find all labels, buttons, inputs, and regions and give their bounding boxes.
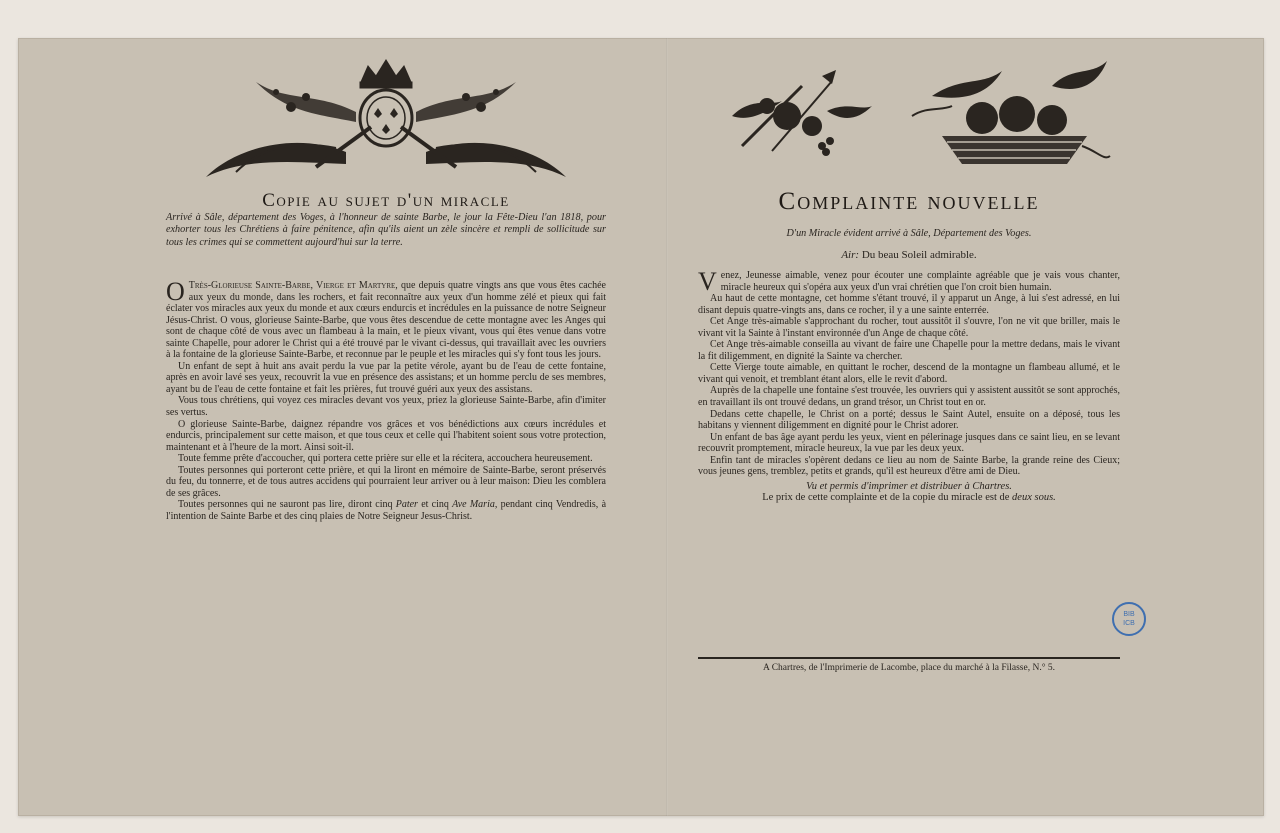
pater-word: Pater bbox=[395, 499, 418, 511]
left-paragraph-5: Toute femme prête d'accoucher, qui portera cette prière sur elle et la récitera, accouchera heureusement. bbox=[178, 453, 593, 465]
verse-6: Auprès de la chapelle une fontaine s'est trouvée, les ouvriers qui y assistent aussitôt se sont approchés, en travaillant ils ont trouvé dedans, un grand trésor, un Christ tout en or. bbox=[698, 385, 1120, 409]
imprint-rule bbox=[698, 657, 1120, 659]
left-page bbox=[166, 38, 606, 816]
left-prayer-text bbox=[166, 277, 607, 522]
price-text: Le prix de cette complainte et de la copie du miracle est de bbox=[762, 492, 1013, 504]
print-permission: Vu et permis d'imprimer et distribuer à Chartres. bbox=[806, 480, 1012, 492]
right-title: Complainte nouvelle bbox=[778, 188, 1040, 215]
left-paragraph-7-b: et cinq bbox=[417, 499, 453, 511]
verse-7: Dedans cette chapelle, le Christ on a porté; dessus le Saint Autel, ensuite on a déposé, tous les habitans y viennent diligemment en dignité pour le Christ adorer. bbox=[698, 408, 1120, 432]
stamp-line-1: BIB bbox=[1123, 611, 1135, 618]
stamp-line-2: ICB bbox=[1123, 620, 1135, 627]
air-line bbox=[698, 249, 1120, 261]
verse-3: Cet Ange très-aimable s'approchant du rocher, tout aussitôt il s'ouvre, l'on ne vit que briller, mais le vivant vit la Sainte à l'instant environnée d'un Ange de chaque côté. bbox=[698, 316, 1120, 339]
left-paragraph-2: Un enfant de sept à huit ans avait perdu la vue par la petite vérole, ayant bu de l'eau de cette fontaine, après en avoir lavé ses yeux, recouvrit la vue en présence des assistans; et un homme perclu de ses membres, ayant bu de l'eau de cette fontaine et fait les prières, fut trouvé guéri aux yeux des assistans. bbox=[166, 360, 606, 395]
verse-8: Un enfant de bas âge ayant perdu les yeux, vient en pélerinage jusques dans ce saint lieu, en se levant recouvrit promptement, miracle heureux, la vue par les deux yeux. bbox=[698, 431, 1120, 455]
ave-maria-word: Ave Maria bbox=[452, 499, 495, 511]
left-paragraph-1 bbox=[166, 277, 606, 361]
verse-1 bbox=[698, 267, 1120, 296]
floral-basket-ornament bbox=[712, 56, 1112, 166]
verse-2: Au haut de cette montagne, cet homme s'étant trouvé, il y apparut un Ange, à lui s'est adressé, en lui disant depuis quatre-vingts ans, dans ce rocher, il y a une sainte enterrée. bbox=[698, 293, 1120, 316]
left-title: Copie au sujet d'un miracle bbox=[262, 190, 510, 211]
complainte-verses bbox=[698, 267, 1120, 504]
left-dropcap: O bbox=[166, 277, 185, 306]
verse-4: Cet Ange très-aimable conseilla au vivant de faire une Chapelle pour la mettre dedans, mais le vivant la fit diligemment, en dignité la Sainte va chercher. bbox=[698, 339, 1120, 362]
verse-9: Enfin tant de miracles s'opèrent dedans ce lieu au nom de Sainte Barbe, la grande reine des Cieux; vous jeunes gens, tremblez, petits et grands, qu'il est heureux d'être ami de Dieu. bbox=[698, 454, 1120, 478]
right-subtitle: D'un Miracle évident arrivé à Sâle, Département des Voges. bbox=[786, 228, 1032, 239]
left-paragraph-6: Toutes personnes qui porteront cette prière, et qui la liront en mémoire de Sainte-Barbe, seront préservés du feu, du tonnerre, et de tous autres accidens qui pourraient leur arriver ou à leur maison: Dieu les comblera de ses grâces. bbox=[166, 464, 606, 499]
left-paragraph-1-lead: Très-Glorieuse Sainte-Barbe, Vierge et Martyre, bbox=[188, 280, 398, 291]
price-line bbox=[698, 492, 1120, 504]
right-dropcap: V bbox=[698, 267, 717, 296]
left-paragraph-7 bbox=[166, 499, 606, 522]
air-label: Air: bbox=[841, 249, 860, 261]
left-paragraph-7-a: Toutes personnes qui ne sauront pas lire, diront cinq bbox=[178, 499, 396, 511]
royal-crest-ornament bbox=[196, 52, 576, 180]
left-paragraph-3: Vous tous chrétiens, qui voyez ces miracles devant vos yeux, priez la glorieuse Sainte-Barbe, afin d'imiter ses vertus. bbox=[166, 395, 606, 419]
left-paragraph-1-rest: que depuis quatre vingts ans que vous êtes cachée aux yeux du monde, dans les rochers, et fait reconnaître aux yeux d'un homme zélé et pieux qui fait éclater vos miracles aux yeux du monde et aux cœurs endurcis et incrédules en la puissance de notre Seigneur Jésus-Christ. O vous, glorieuse Sainte-Barbe, que vous êtes descendue de cette montagne avec les Anges qui sont de chaque côté de vous avec un flambeau à la main, et le pieux vivant, vous qui êtes venue dans votre sainte Chapelle, pour adorer le Christ qui a été trouvé par le vivant ci-dessus, qui travaillait avec les ouvriers à la fontaine de la glorieuse Sainte-Barbe, et reconnue par le peuple et les miracles qui s'y font tous les jours. bbox=[166, 280, 606, 361]
verse-5: Cette Vierge toute aimable, en quittant le rocher, descend de la montagne un flambeau allumé, et le vivant qui venoit, et tremblant étant alors, elle le revit d'abord. bbox=[698, 362, 1120, 385]
right-page bbox=[698, 38, 1120, 816]
library-stamp bbox=[1112, 602, 1146, 636]
left-subtitle: Arrivé à Sâle, département des Voges, à l'honneur de sainte Barbe, le jour la Fête-Dieu l'an 1818, pour exhorter tous les Chrétiens à faire pénitence, afin qu'ils aient un zèle sincère et rempli de sollicitude sur tous les crimes qui se commettent aujourd'hui sur la terre. bbox=[166, 212, 606, 248]
paper-sheet bbox=[18, 38, 1264, 816]
air-tune: Du beau Soleil admirable. bbox=[861, 249, 977, 261]
left-paragraph-7-c: , pendant cinq Vendredis, à l'intention de Sainte Barbe et des cinq plaies de Notre Seigneur Jesus-Christ. bbox=[166, 499, 607, 522]
left-paragraph-4: O glorieuse Sainte-Barbe, daignez répandre vos grâces et vos bénédictions aux cœurs incrédules et endurcis, principalement sur cette maison, et que tous ceux et celle qui l'habitent soient sous votre protection, maintenant et à l'heure de la mort. Ainsi soit-il. bbox=[166, 418, 606, 453]
printer-imprint: A Chartres, de l'Imprimerie de Lacombe, place du marché à la Filasse, N.° 5. bbox=[763, 663, 1055, 673]
center-fold bbox=[666, 38, 668, 816]
price-amount: deux sous. bbox=[1012, 492, 1056, 504]
verse-1-text: enez, Jeunesse aimable, venez pour écouter une complainte agréable que je vais vous chanter, miracle heureux qui s'opéra aux yeux d'un vrai chrétien que l'on croit bien humain. bbox=[720, 270, 1120, 293]
